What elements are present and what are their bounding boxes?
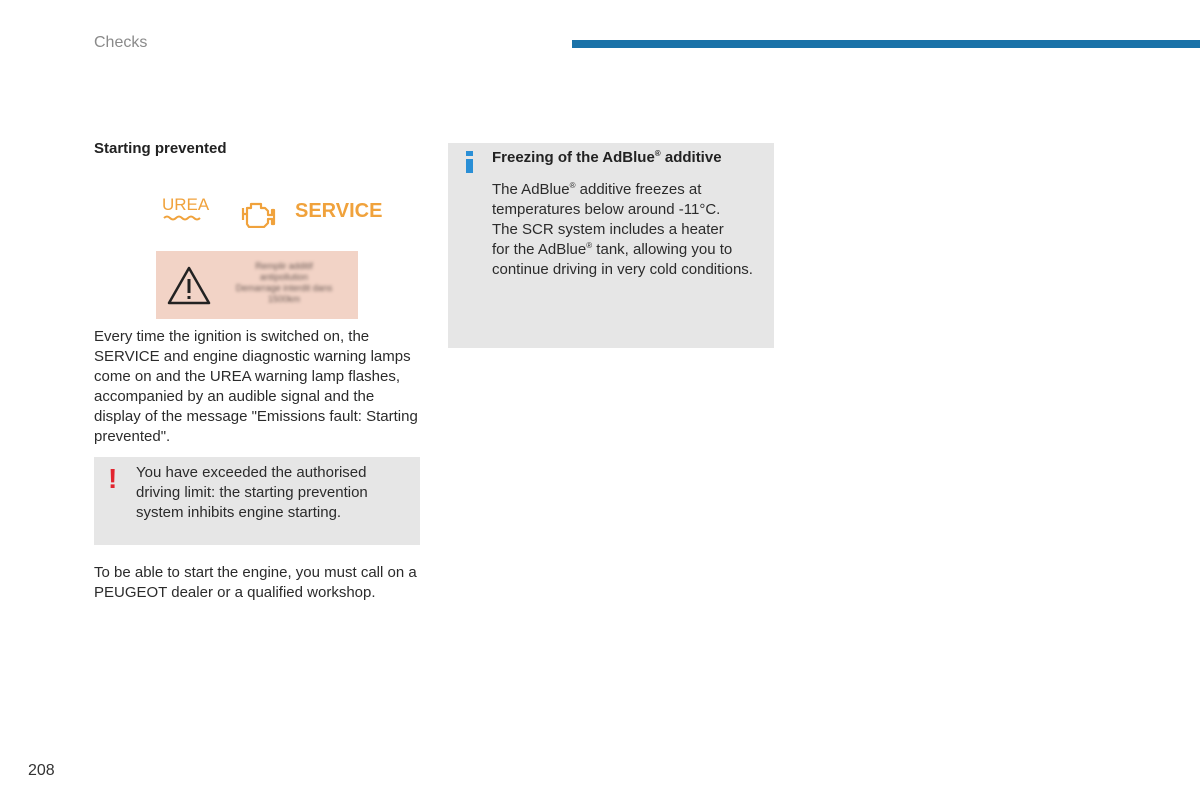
display-message-line: 1500km (267, 294, 301, 304)
dealer-paragraph: To be able to start the engine, you must call on a PEUGEOT dealer or a qualified workshop. (94, 564, 417, 601)
info-box (448, 143, 774, 348)
display-message-line: Demarrage interdit dans (235, 283, 333, 293)
display-message-line: antipollution (259, 272, 309, 282)
alert-box (94, 457, 420, 545)
info-text-segment: additive freezes at (575, 181, 702, 198)
info-text (492, 180, 772, 280)
exclamation-icon: ! (108, 463, 118, 494)
info-text-line (492, 240, 772, 260)
warning-lamps (94, 196, 420, 246)
section-title: Starting prevented (94, 140, 227, 157)
info-title (492, 149, 772, 167)
header-accent-bar (572, 40, 1200, 48)
registered-mark: ® (654, 149, 661, 158)
info-text-line: temperatures below around -11°C. (492, 201, 721, 218)
info-text-line (492, 180, 772, 200)
registered-mark: ® (586, 241, 593, 250)
info-title-text: additive (660, 149, 722, 166)
urea-label: UREA (162, 195, 210, 214)
instrument-display (156, 251, 358, 319)
display-message-line: Remplir additif (255, 261, 313, 271)
ignition-paragraph: Every time the ignition is switched on, the SERVICE and engine diagnostic warning lamps come on and the UREA warning lamp flashes, accompanied by an audible signal and the display of the message "Emissions fault: Starting prevented". (94, 328, 418, 445)
left-column (94, 140, 420, 601)
info-text-segment: The AdBlue (492, 181, 570, 198)
service-warning-icon: SERVICE (295, 200, 383, 222)
page-number: 208 (28, 762, 55, 779)
liquid-waves-icon (162, 214, 208, 226)
registered-mark: ® (569, 181, 576, 190)
info-text-segment: tank, allowing you to (592, 241, 733, 258)
info-text-segment: for the AdBlue (492, 241, 587, 258)
info-text-line: The SCR system includes a heater (492, 221, 724, 238)
alert-text: You have exceeded the authorised driving limit: the starting prevention system inhibits engine starting. (136, 464, 368, 521)
info-icon (464, 149, 476, 175)
info-text-line: continue driving in very cold conditions. (492, 261, 753, 278)
engine-diagnostic-icon (238, 198, 278, 228)
urea-warning-icon (162, 196, 208, 226)
display-message (218, 261, 350, 305)
warning-triangle-icon (166, 265, 212, 307)
info-title-text: Freezing of the AdBlue (492, 149, 655, 166)
section-label: Checks (94, 34, 148, 51)
